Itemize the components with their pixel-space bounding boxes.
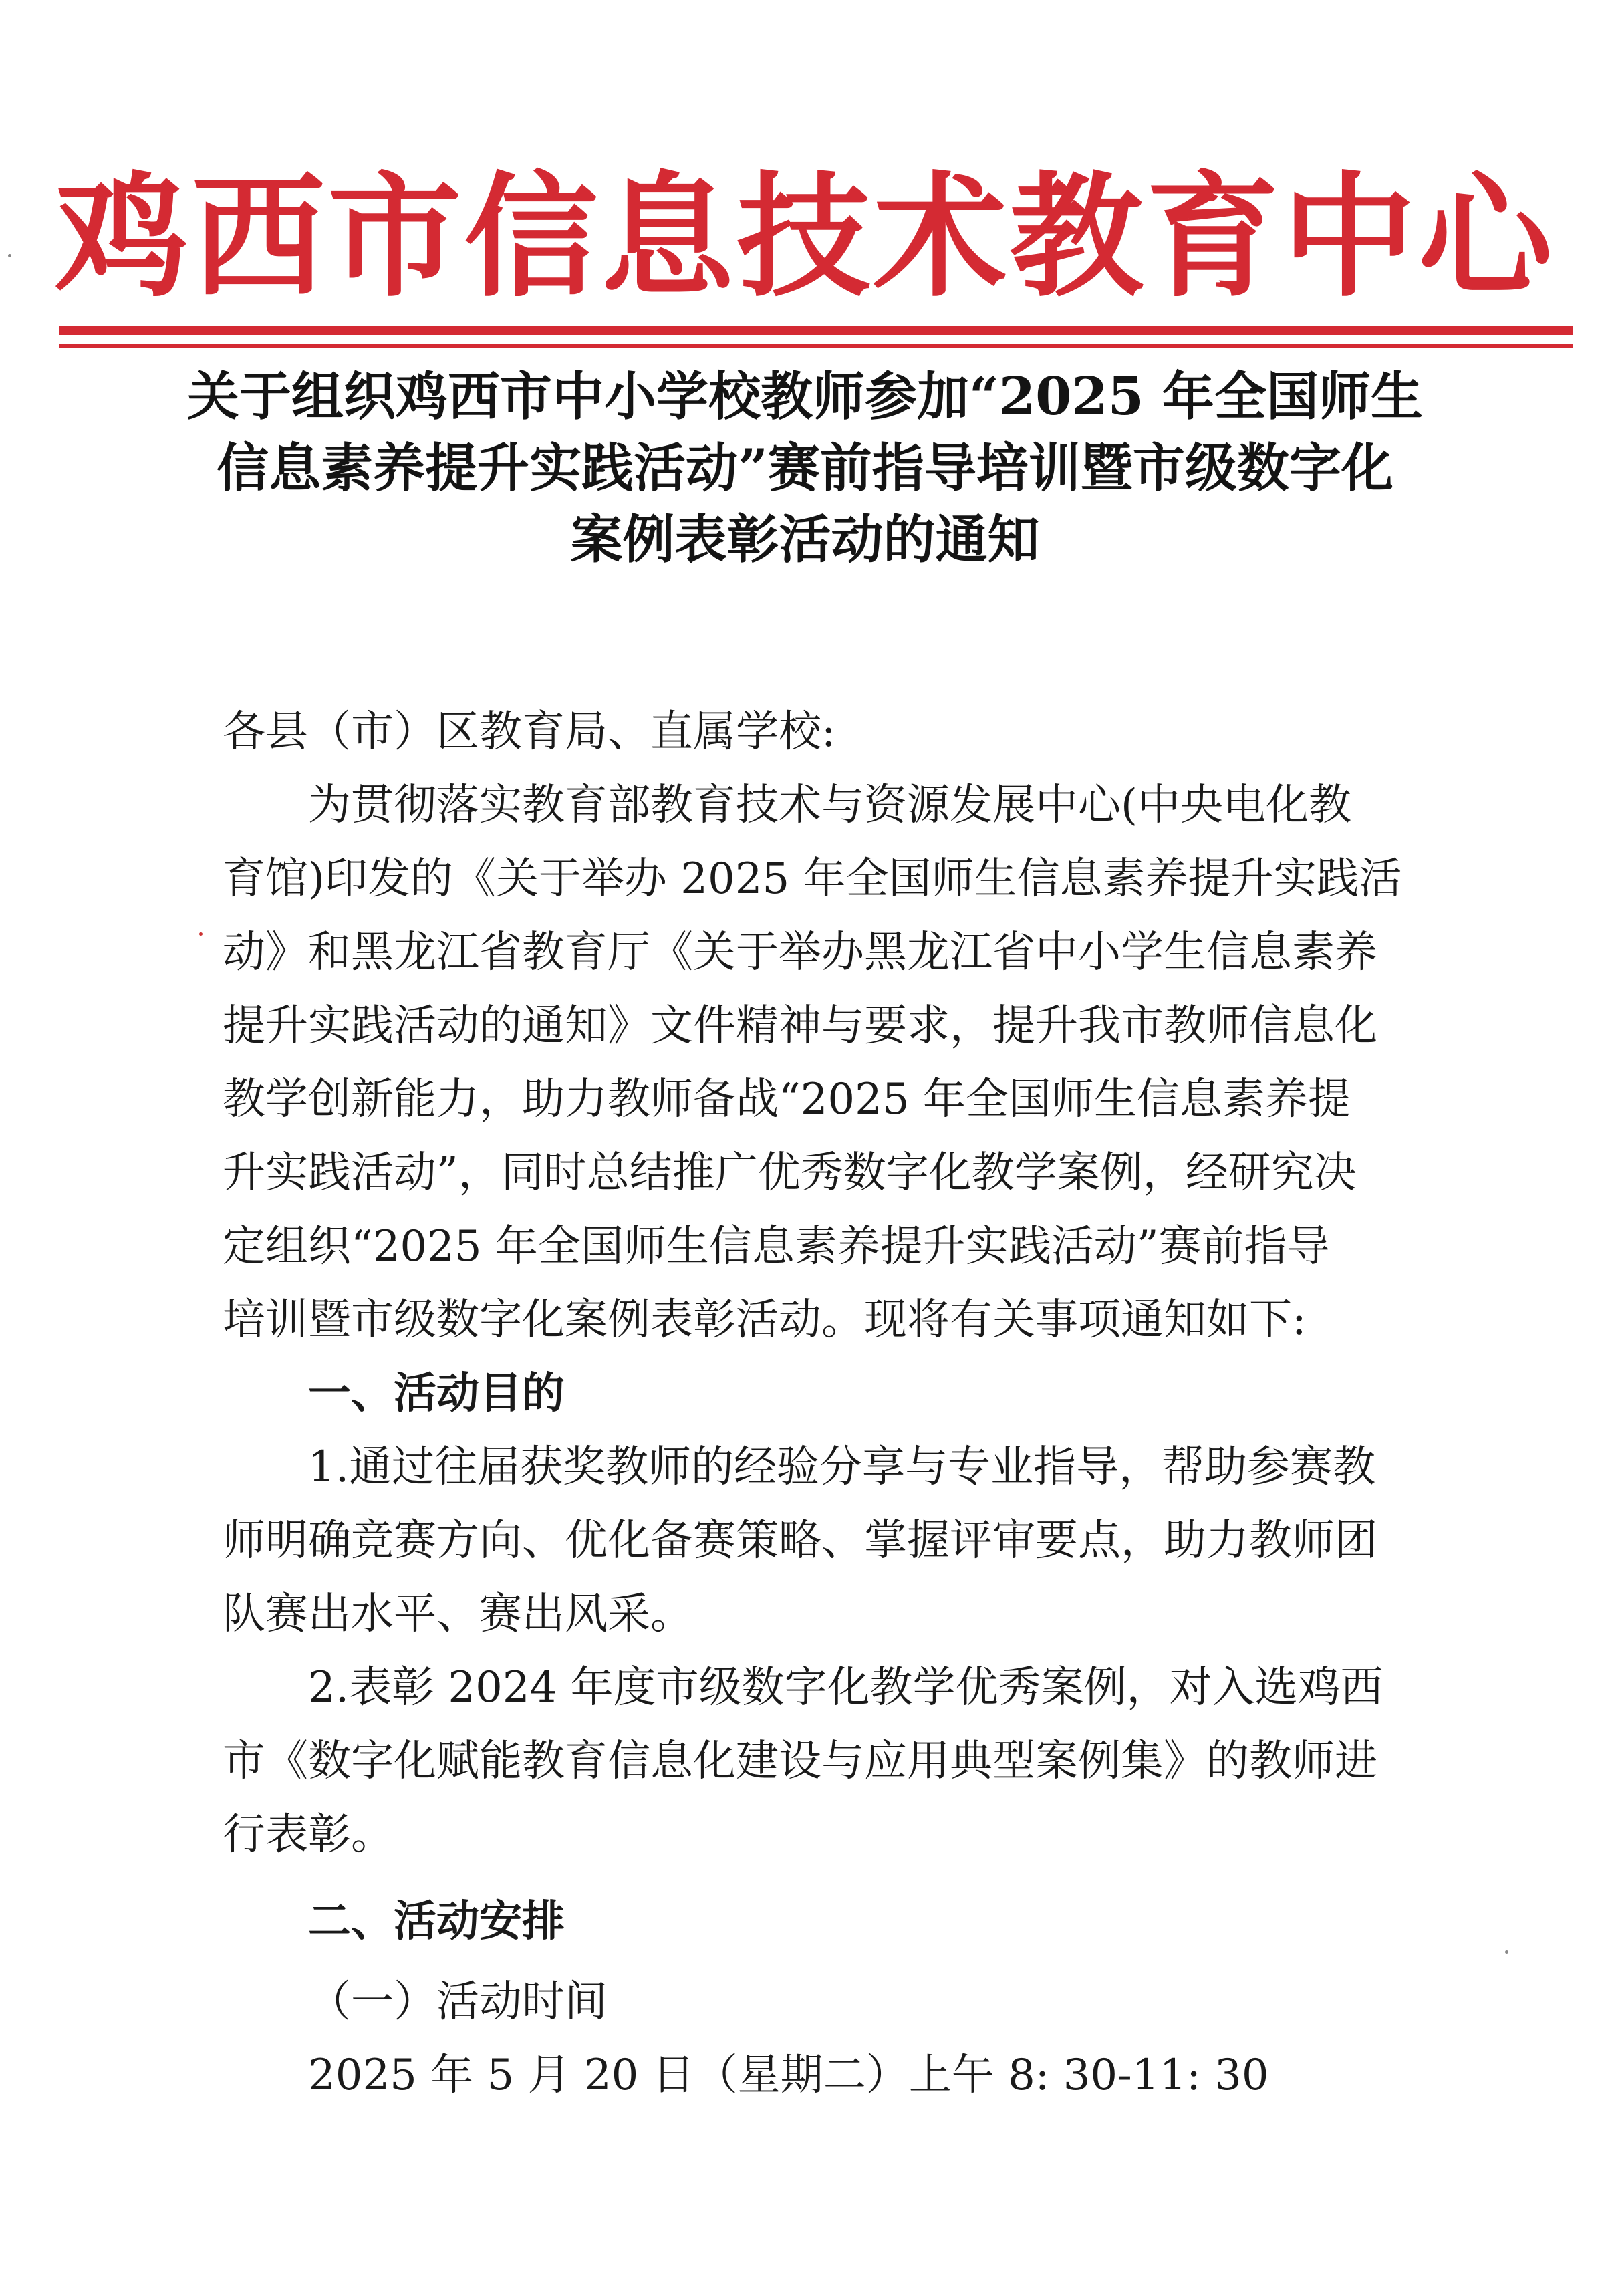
paragraph-line: 2.表彰 2024 年度市级数字化教学优秀案例，对入选鸡西 xyxy=(308,1663,1383,1712)
scan-speck xyxy=(199,932,203,936)
paragraph-line: 教学创新能力，助力教师备战“2025 年全国师生信息素养提 xyxy=(223,1075,1351,1124)
paragraph-line: 提升实践活动的通知》文件精神与要求，提升我市教师信息化 xyxy=(223,1001,1377,1051)
section-heading: 二、活动安排 xyxy=(308,1897,565,1946)
document-title xyxy=(134,361,1476,576)
document-body xyxy=(223,695,1402,2132)
paragraph-line: 行表彰。 xyxy=(223,1810,394,1860)
letterhead-rule-thin xyxy=(59,344,1573,348)
paragraph-line: 市《数字化赋能教育信息化建设与应用典型案例集》的教师进 xyxy=(223,1737,1377,1786)
title-line: 关于组织鸡西市中小学校教师参加“2025 年全国师生 xyxy=(186,366,1424,427)
section-heading: 一、活动目的 xyxy=(308,1369,565,1418)
letterhead-rule-thick xyxy=(59,326,1573,335)
scan-speck xyxy=(8,254,11,257)
paragraph-line: 队赛出水平、赛出风采。 xyxy=(223,1589,693,1639)
paragraph-line: 定组织“2025 年全国师生信息素养提升实践活动”赛前指导 xyxy=(223,1222,1330,1271)
paragraph-line: 为贯彻落实教育部教育技术与资源发展中心(中央电化教 xyxy=(308,781,1351,830)
salutation: 各县（市）区教育局、直属学校: xyxy=(223,707,836,757)
paragraph-line: 1.通过往届获奖教师的经验分享与专业指导，帮助参赛教 xyxy=(308,1442,1376,1492)
paragraph-line: 升实践活动”，同时总结推广优秀数字化教学案例，经研究决 xyxy=(223,1148,1357,1198)
title-line: 信息素养提升实践活动”赛前指导培训暨市级数字化 xyxy=(217,438,1393,499)
subsection-heading: （一）活动时间 xyxy=(308,1977,608,2027)
paragraph-line: 育馆)印发的《关于举办 2025 年全国师生信息素养提升实践活 xyxy=(223,854,1402,904)
letterhead-org-name: 鸡西市信息技术教育中心 xyxy=(55,158,1555,315)
date-line: 2025 年 5 月 20 日（星期二）上午 8: 30-11: 30 xyxy=(308,2051,1269,2100)
paragraph-line: 师明确竞赛方向、优化备赛策略、掌握评审要点，助力教师团 xyxy=(223,1516,1377,1565)
paragraph-line: 培训暨市级数字化案例表彰活动。现将有关事项通知如下: xyxy=(223,1295,1307,1345)
scan-speck xyxy=(1505,1950,1508,1954)
paragraph-line: 动》和黑龙江省教育厅《关于举办黑龙江省中小学生信息素养 xyxy=(223,928,1377,977)
title-line: 案例表彰活动的通知 xyxy=(570,509,1040,570)
